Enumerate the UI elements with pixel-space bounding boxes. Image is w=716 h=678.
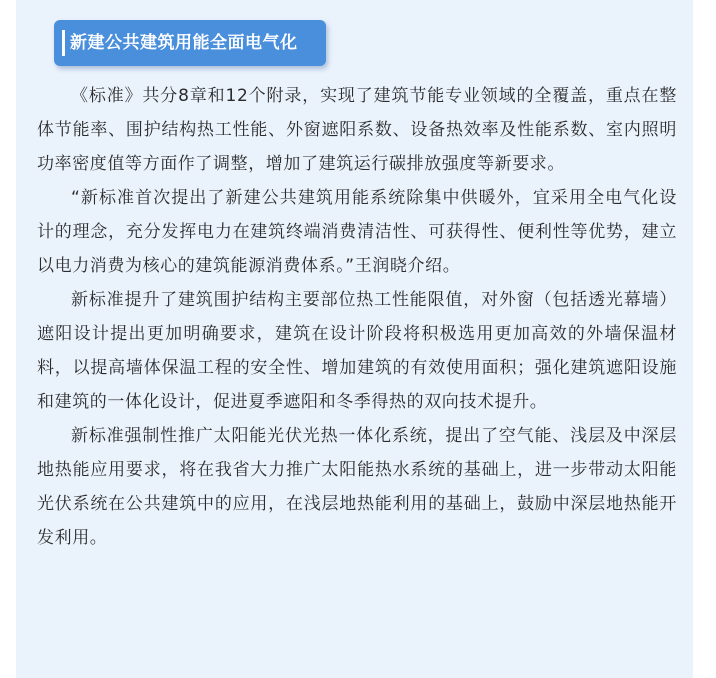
heading-accent-bar: [62, 30, 65, 56]
paragraph: 新标准提升了建筑围护结构主要部位热工性能限值，对外窗（包括透光幕墙）遮阳设计提出更加明确要求，建筑在设计阶段将积极选用更加高效的外墙保温材料，以提高墙体保温工程的安全性、增加建筑的有效使用面积；强化建筑遮阳设施和建筑的一体化设计，促进夏季遮阳和冬季得热的双向技术提升。: [37, 290, 677, 412]
paragraph: 新标准强制性推广太阳能光伏光热一体化系统，提出了空气能、浅层及中深层地热能应用要求，将在我省大力推广太阳能热水系统的基础上，进一步带动太阳能光伏系统在公共建筑中的应用，在浅层地热能利用的基础上，鼓励中深层地热能开发利用。: [37, 426, 677, 548]
paragraph: 《标准》共分8章和12个附录，实现了建筑节能专业领域的全覆盖，重点在整体节能率、围护结构热工性能、外窗遮阳系数、设备热效率及性能系数、室内照明功率密度值等方面作了调整，增加了建筑运行碳排放强度等新要求。: [37, 86, 677, 174]
paragraph: “新标准首次提出了新建公共建筑用能系统除集中供暖外，宜采用全电气化设计的理念，充分发挥电力在建筑终端消费清洁性、可获得性、便利性等优势，建立以电力消费为核心的建筑能源消费体系。”王润晓介绍。: [37, 188, 677, 276]
section-heading-tab: [54, 20, 326, 66]
article-body: [37, 79, 677, 555]
section-heading: 新建公共建筑用能全面电气化: [70, 33, 298, 53]
